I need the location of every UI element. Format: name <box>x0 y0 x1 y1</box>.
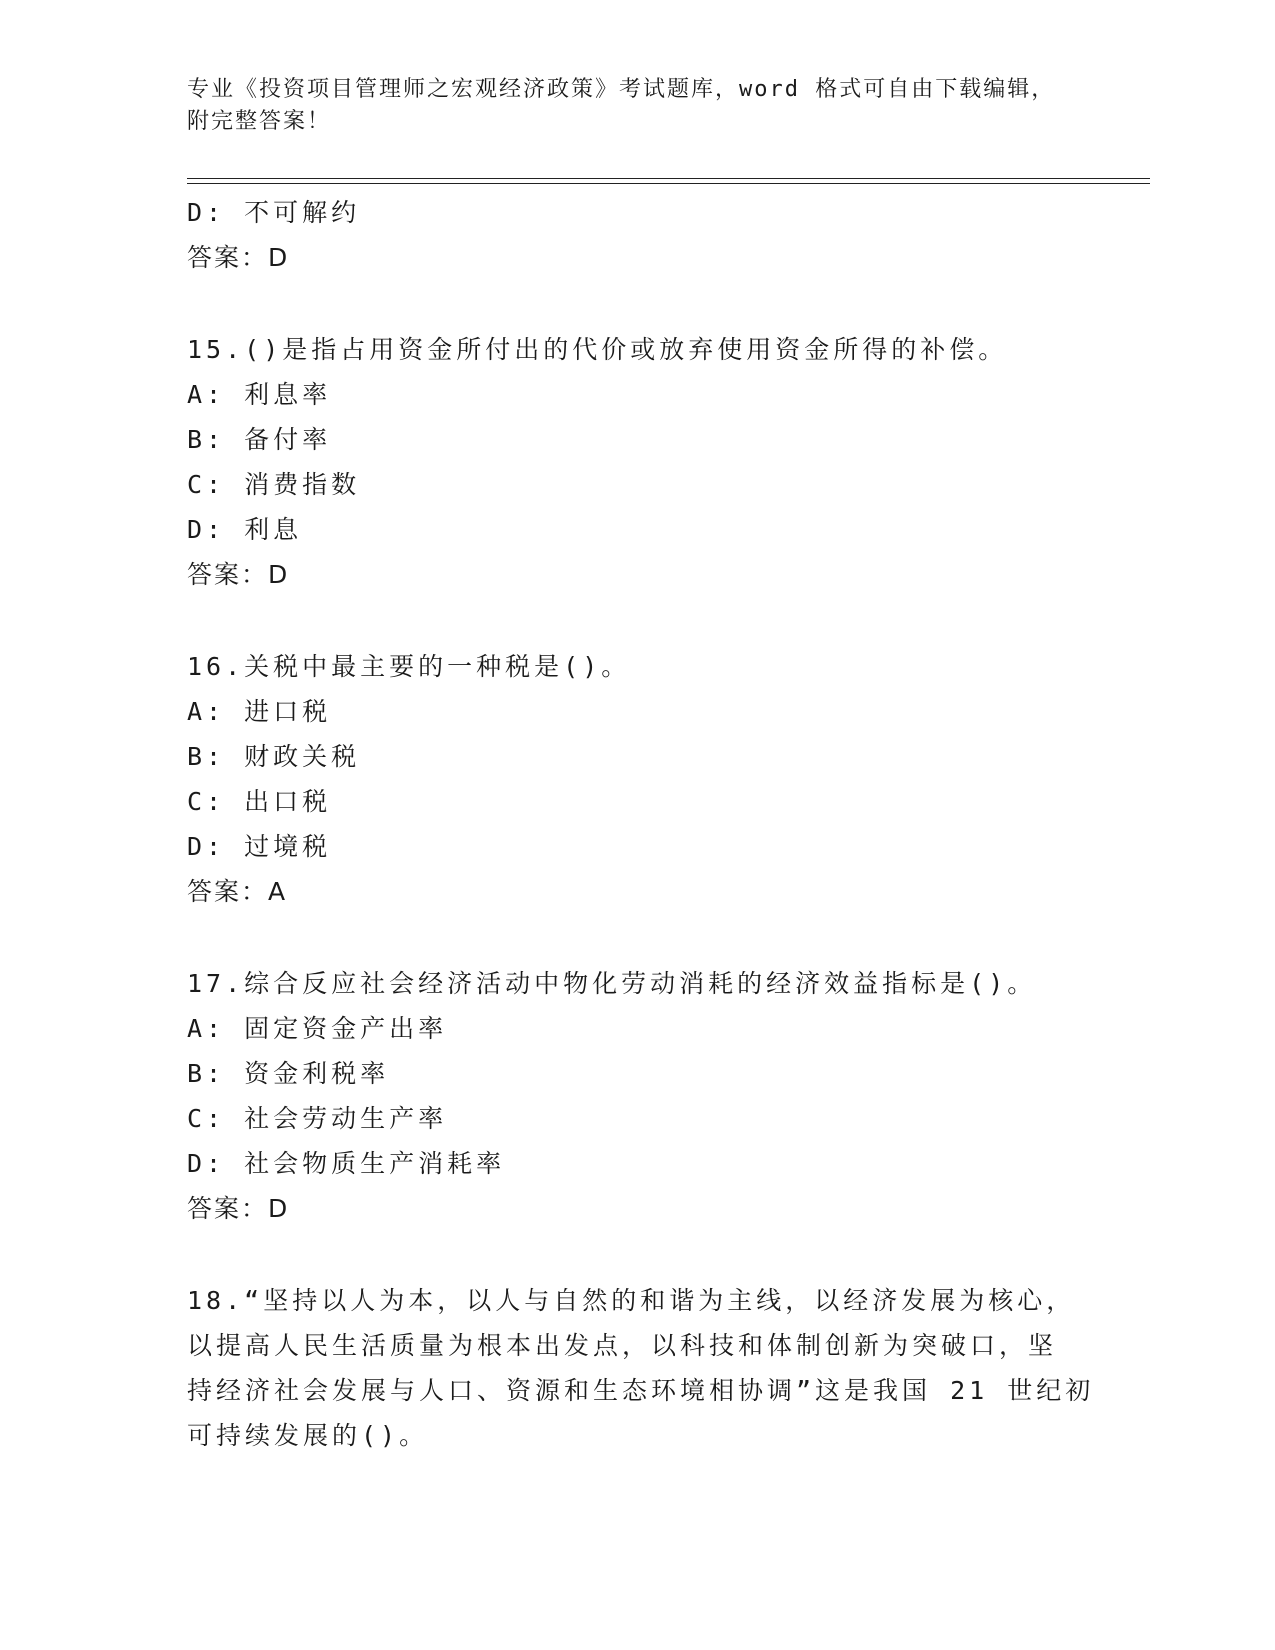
option-b: B: 资金利税率 <box>187 1059 390 1088</box>
question-16 <box>187 644 1087 914</box>
header-line-1: 专业《投资项目管理师之宏观经济政策》考试题库，word 格式可自由下载编辑， <box>187 77 1056 102</box>
option-b: B: 备付率 <box>187 425 332 454</box>
option-c: C: 社会劳动生产率 <box>187 1104 448 1133</box>
answer-line: 答案：D <box>187 1194 290 1223</box>
question-15 <box>187 327 1087 597</box>
answer-line: 答案：D <box>187 243 290 272</box>
question-stem: 17.综合反应社会经济活动中物化劳动消耗的经济效益指标是()。 <box>187 969 1037 998</box>
option-d: D: 利息 <box>187 515 303 544</box>
question-list <box>187 190 1095 1458</box>
question-stem: 15.()是指占用资金所付出的代价或放弃使用资金所得的补偿。 <box>187 335 1008 364</box>
question-stem-line-3: 持经济社会发展与人口、资源和生态环境相协调”这是我国 21 世纪初 <box>187 1376 1095 1405</box>
answer-line: 答案：A <box>187 877 288 906</box>
option-a: A: 固定资金产出率 <box>187 1014 448 1043</box>
question-stem-line-1: 18.“坚持以人为本，以人与自然的和谐为主线，以经济发展为核心， <box>187 1286 1076 1315</box>
header-divider-top <box>187 178 1150 179</box>
previous-question-tail <box>187 190 1087 280</box>
header-line-2: 附完整答案！ <box>187 109 332 134</box>
option-b: B: 财政关税 <box>187 742 361 771</box>
option-d: D: 过境税 <box>187 832 332 861</box>
option-a: A: 利息率 <box>187 380 332 409</box>
option-c: C: 消费指数 <box>187 470 361 499</box>
question-stem-line-2: 以提高人民生活质量为根本出发点，以科技和体制创新为突破口，坚 <box>187 1331 1058 1360</box>
question-18 <box>187 1278 1095 1458</box>
header-divider-bottom <box>187 183 1150 184</box>
question-17 <box>187 961 1087 1231</box>
document-header <box>187 74 1087 138</box>
option-c: C: 出口税 <box>187 787 332 816</box>
option-d: D: 不可解约 <box>187 198 361 227</box>
option-d: D: 社会物质生产消耗率 <box>187 1149 506 1178</box>
answer-line: 答案：D <box>187 560 290 589</box>
question-stem: 16.关税中最主要的一种税是()。 <box>187 652 631 681</box>
question-stem-line-4: 可持续发展的()。 <box>187 1421 429 1450</box>
option-a: A: 进口税 <box>187 697 332 726</box>
